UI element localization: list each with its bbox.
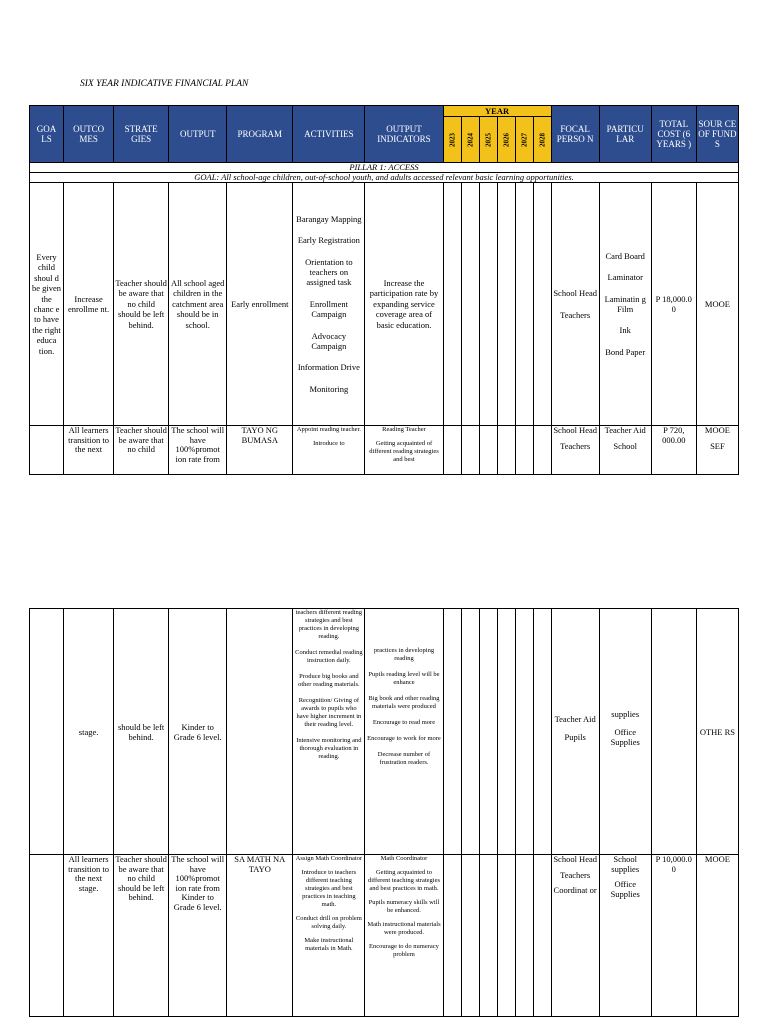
header-outcomes: OUTCO MES: [64, 106, 114, 163]
header-year: YEAR: [443, 106, 551, 117]
outcome-cell: Increase enrollme nt.: [64, 183, 114, 426]
focal-person-cell: School Head Teachers: [551, 426, 599, 475]
header-year-2025: 2025: [479, 117, 497, 163]
goal-line: GOAL: All school-age children, out-of-school youth, and adults accessed relevant basic learning opportunities.: [30, 173, 739, 183]
total-cost-cell: P 720, 000.00: [651, 426, 696, 475]
header-year-2024: 2024: [461, 117, 479, 163]
indicator-cell: Increase the participation rate by expanding service coverage area of basic education.: [365, 183, 443, 426]
financial-plan-table-page-1: [29, 105, 739, 475]
header-total-cost: TOTAL COST (6 YEARS ): [651, 106, 696, 163]
document-title: SIX YEAR INDICATIVE FINANCIAL PLAN: [80, 79, 249, 89]
header-year-2023: 2023: [443, 117, 461, 163]
outcome-cell: stage.: [64, 609, 114, 855]
activity-item: Orientation to teachers on assigned task: [305, 256, 353, 288]
focal-person-cell: Teacher Aid Pupils: [551, 609, 599, 855]
outcome-cell: All learners transition to the next: [64, 426, 114, 475]
particular-cell: supplies Office Supplies: [599, 609, 651, 855]
output-cell: Kinder to Grade 6 level.: [169, 609, 227, 855]
activity-item: Advocacy Campaign: [311, 330, 347, 352]
activities-cell: Appoint reading teacher. Introduce to: [293, 426, 365, 475]
indicator-cell: Reading Teacher Getting acquainted of different reading strategies and best: [365, 426, 443, 475]
header-year-2026: 2026: [497, 117, 515, 163]
header-output-indicators: OUTPUT INDICATORS: [365, 106, 443, 163]
source-cell: OTHE RS: [696, 609, 738, 855]
header-year-2028: 2028: [533, 117, 551, 163]
total-cost-cell: P 10,000.0 0: [651, 855, 696, 1017]
output-cell: The school will have 100%promot ion rate from: [169, 426, 227, 475]
activity-item: Early Registration: [297, 235, 360, 246]
outcome-cell: All learners transition to the next stage.: [64, 855, 114, 1017]
program-cell: TAYO NG BUMASA: [227, 426, 293, 475]
table-row: [30, 426, 739, 475]
header-strategies: STRATE GIES: [114, 106, 169, 163]
focal-person-cell: School Head Teachers: [551, 183, 599, 426]
activities-cell: teachers different reading strategies and best practices in developing reading. Conduct remedial reading instruction daily. Produce big books and other reading materials. Recognition/ Giving of awards to pupils who have higher increment in their reading level. Intensive monitoring and thorough evaluation in reading.: [293, 609, 365, 855]
strategy-cell: Teacher should be aware that no child should be left behind.: [114, 855, 169, 1017]
header-year-2027: 2027: [515, 117, 533, 163]
table-row: [30, 609, 739, 855]
program-cell: Early enrollment: [227, 183, 293, 426]
source-cell: MOOE: [696, 183, 738, 426]
goal-cell: Every child shoul d be given the chanc e to have the right educa tion.: [30, 183, 64, 426]
source-cell: MOOE SEF: [696, 426, 738, 475]
header-focal-person: FOCAL PERSO N: [551, 106, 599, 163]
activity-item: Information Drive: [297, 362, 360, 373]
header-particular: PARTICU LAR: [599, 106, 651, 163]
source-cell: MOOE: [696, 855, 738, 1017]
activity-item: Monitoring: [309, 383, 349, 394]
particular-cell: Card Board Laminator Laminatin g Film Ink Bond Paper: [599, 183, 651, 426]
header-source-of-funds: SOUR CE OF FUND S: [696, 106, 738, 163]
header-goals: GOA LS: [30, 106, 64, 163]
indicator-cell: practices in developing reading Pupils reading level will be enhance Big book and other reading materials were produced Encourage to read more Encourage to work for more Decrease number of frustration readers.: [365, 609, 443, 855]
strategy-cell: Teacher should be aware that no child should be left behind.: [114, 183, 169, 426]
financial-plan-table-page-2: [29, 608, 739, 1017]
total-cost-cell: P 18,000.0 0: [651, 183, 696, 426]
indicator-cell: Math Coordinator Getting acquainted to different teaching strategies and best practices in math. Pupils numeracy skills will be enhanced. Math instructional materials were produced. Encourage to do numeracy problem: [365, 855, 443, 1017]
strategy-cell: Teacher should be aware that no child: [114, 426, 169, 475]
output-cell: The school will have 100%promot ion rate from Kinder to Grade 6 level.: [169, 855, 227, 1017]
header-activities: ACTIVITIES: [293, 106, 365, 163]
particular-cell: Teacher Aid School: [599, 426, 651, 475]
output-cell: All school aged children in the catchment area should be in school.: [169, 183, 227, 426]
particular-cell: School supplies Office Supplies: [599, 855, 651, 1017]
activities-cell: [293, 183, 365, 426]
activity-item: Enrollment Campaign: [309, 298, 348, 320]
table-row: [30, 183, 739, 426]
header-program: PROGRAM: [227, 106, 293, 163]
activities-cell: Assign Math Coordinator Introduce to teachers different teaching strategies and best practices in teaching math. Conduct drill on problem solving daily. Make instructional materials in Math.: [293, 855, 365, 1017]
program-cell: SA MATH NA TAYO: [227, 855, 293, 1017]
header-output: OUTPUT: [169, 106, 227, 163]
strategy-cell: should be left behind.: [114, 609, 169, 855]
activity-item: Barangay Mapping: [296, 213, 362, 224]
focal-person-cell: School Head Teachers Coordinat or: [551, 855, 599, 1017]
table-row: [30, 855, 739, 1017]
pillar-label: PILLAR 1: ACCESS: [30, 163, 739, 173]
